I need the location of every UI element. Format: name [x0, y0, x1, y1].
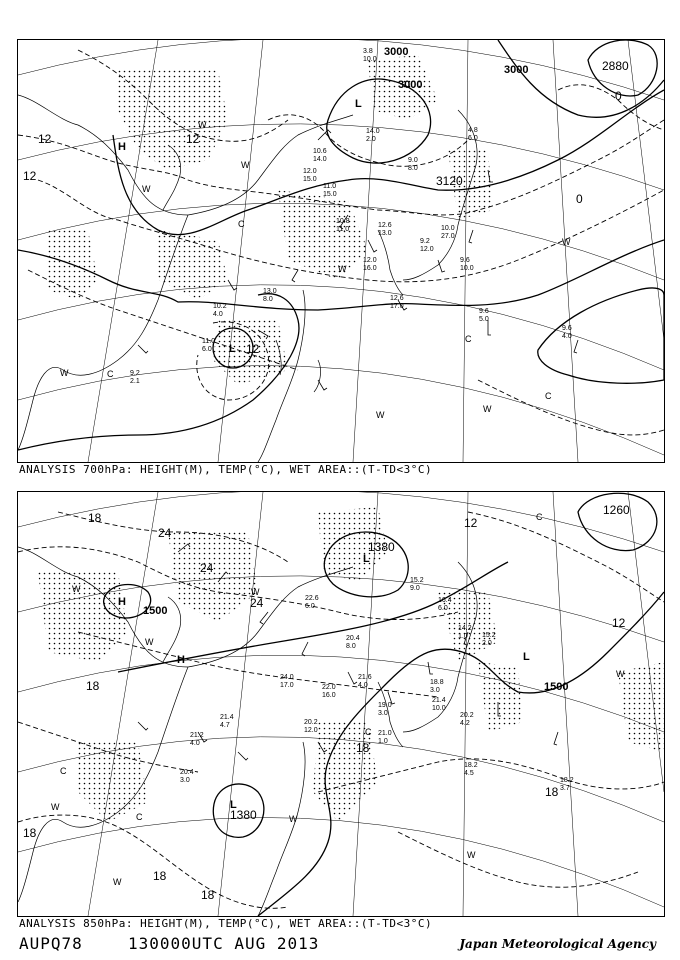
station-td: 3.0 [180, 777, 190, 784]
height-label-3000a: 3000 [384, 46, 409, 58]
warm-symbol-6: W [60, 368, 69, 378]
station-td: 2.0 [366, 136, 376, 143]
station-t: 20.2 [304, 719, 318, 726]
height-label-3000c: 3000 [504, 64, 529, 76]
station-t: 16.4 [438, 597, 452, 604]
station-td: 27.0 [441, 233, 455, 240]
low-symbol-b: L [230, 799, 237, 811]
temp-label-18e: 18 [23, 826, 37, 840]
warm-symbol-3: W [251, 587, 260, 597]
station-td: 5.0 [479, 316, 489, 323]
agency-name: Japan Meteorological Agency [459, 937, 656, 951]
warm-symbol-2: W [241, 160, 250, 170]
warm-symbol-4: W [51, 802, 60, 812]
station-t: 13.0 [263, 288, 277, 295]
temp-label-12c: 12 [186, 132, 200, 146]
station-td: 8.0 [408, 165, 418, 172]
station-t: 19.0 [378, 702, 392, 709]
temp-label-12a: 12 [464, 516, 478, 530]
temp-label-0b: 0 [576, 192, 583, 206]
station-t: 18.2 [560, 777, 574, 784]
cold-symbol-2: C [136, 812, 143, 822]
map-850hpa [18, 492, 664, 916]
station-td: 2.1 [130, 378, 140, 385]
height-label-3000b: 3000 [398, 79, 423, 91]
station-t: 9.6 [479, 308, 489, 315]
station-td: 4.2 [460, 720, 470, 727]
station-td: 17.0 [280, 682, 294, 689]
station-t: 22.0 [322, 684, 336, 691]
cold-symbol-2: C [107, 369, 114, 379]
station-t: 15.2 [482, 632, 496, 639]
chart-850hpa [17, 491, 665, 917]
temp-label-24c: 24 [250, 596, 264, 610]
temp-label-24a: 24 [158, 526, 172, 540]
station-t: 18.2 [464, 762, 478, 769]
warm-symbol-7: W [467, 850, 476, 860]
height-label-3120: 3120 [436, 174, 463, 188]
station-td: 4.0 [562, 333, 572, 340]
warm-symbol-3: W [142, 184, 151, 194]
chart-code: AUPQ78 [19, 934, 83, 953]
temp-label-18b: 18 [86, 679, 100, 693]
height-label-1260: 1260 [603, 503, 630, 517]
high-symbol-a: H [118, 596, 126, 608]
station-td: 6.0 [305, 603, 315, 610]
height-label-1500a: 1500 [143, 605, 168, 617]
station-t: 9.6 [460, 257, 470, 264]
station-td: 10.0 [363, 56, 377, 63]
station-t: 12.0 [363, 257, 377, 264]
warm-symbol-2: W [145, 637, 154, 647]
station-td: 4.0 [213, 311, 223, 318]
station-t: 4.8 [468, 127, 478, 134]
station-td: 10.0 [432, 705, 446, 712]
station-td: 16.0 [322, 692, 336, 699]
station-td: 8.0 [263, 296, 273, 303]
height-label-1380a: 1380 [368, 540, 395, 554]
station-t: 10.2 [213, 303, 227, 310]
cold-symbol-4: C [536, 512, 543, 522]
station-td: 11.0 [336, 226, 350, 233]
low-symbol-c: L [523, 651, 530, 663]
high-symbol: H [118, 141, 126, 153]
warm-symbol-5: W [113, 877, 122, 887]
cold-symbol-3: C [465, 334, 472, 344]
height-label-1500b: 1500 [544, 681, 569, 693]
wet-area [38, 507, 664, 822]
warm-symbol-1: W [198, 120, 207, 130]
warm-symbol-8: W [483, 404, 492, 414]
temp-label-12a: 12 [38, 132, 52, 146]
station-t: 24.0 [280, 674, 294, 681]
station-td: 3.7 [560, 785, 570, 792]
temp-label-24b: 24 [200, 561, 214, 575]
low-symbol-a: L [355, 98, 362, 110]
station-td: 2.0 [482, 640, 492, 647]
temp-label-12b: 12 [612, 616, 626, 630]
caption-700hpa: ANALYSIS 700hPa: HEIGHT(M), TEMP(°C), WET AREA::(T-TD<3°C) [19, 463, 433, 476]
station-t: 10.6 [313, 148, 327, 155]
station-td: 9.0 [410, 585, 420, 592]
warm-symbol-7: W [376, 410, 385, 420]
station-t: 11.0 [323, 183, 337, 190]
station-td: 6.0 [438, 605, 448, 612]
height-label-2880: 2880 [602, 59, 629, 73]
station-td: 13.0 [378, 230, 392, 237]
temp-label-0a: 0 [615, 89, 622, 103]
station-td: 12.0 [304, 727, 318, 734]
station-t: 10.8 [336, 218, 350, 225]
station-t: 9.2 [420, 238, 430, 245]
chart-time: 130000UTC AUG 2013 [128, 934, 320, 953]
height-label-1380b: 1380 [230, 808, 257, 822]
station-t: 14.0 [366, 128, 380, 135]
station-t: 11.0 [202, 338, 216, 345]
station-td: 8.0 [346, 643, 356, 650]
station-td: 1.0 [378, 738, 388, 745]
station-t: 9.6 [562, 325, 572, 332]
station-t: 20.4 [180, 769, 194, 776]
temp-label-12d: 12 [246, 342, 260, 356]
station-t: 21.2 [190, 732, 204, 739]
cold-symbol-1: C [60, 766, 67, 776]
station-td: 16.0 [363, 265, 377, 272]
station-td: 4.0 [190, 740, 200, 747]
station-td: 4.0 [358, 682, 368, 689]
temp-label-12b: 12 [23, 169, 37, 183]
station-t: 9.2 [130, 370, 140, 377]
station-t: 14.2 [458, 625, 472, 632]
low-symbol-b: L [229, 343, 236, 355]
warm-symbol-6: W [289, 814, 298, 824]
high-symbol-b: H [177, 654, 185, 666]
station-t: 22.6 [305, 595, 319, 602]
station-td: 15.0 [303, 176, 317, 183]
station-t: 15.2 [410, 577, 424, 584]
temp-label-18c: 18 [356, 741, 370, 755]
station-t: 12.0 [303, 168, 317, 175]
warm-symbol-5: W [562, 237, 571, 247]
station-td: 6.0 [468, 135, 478, 142]
station-t: 18.8 [430, 679, 444, 686]
temp-label-18g: 18 [201, 888, 215, 902]
chart-700hpa [17, 39, 665, 463]
station-t: 20.4 [346, 635, 360, 642]
station-td: 3.0 [378, 710, 388, 717]
station-td: 6.0 [202, 346, 212, 353]
map-700hpa [18, 40, 664, 462]
warm-symbol-1: W [72, 584, 81, 594]
warm-symbol-8: W [616, 669, 625, 679]
temp-label-18d: 18 [545, 785, 559, 799]
station-t: 21.4 [432, 697, 446, 704]
cold-symbol-1: C [238, 219, 245, 229]
caption-850hpa: ANALYSIS 850hPa: HEIGHT(M), TEMP(°C), WET AREA::(T-TD<3°C) [19, 917, 433, 930]
station-td: 14.0 [313, 156, 327, 163]
station-t: 9.0 [408, 157, 418, 164]
station-t: 10.0 [441, 225, 455, 232]
station-td: 4.7 [220, 722, 230, 729]
station-t: 20.2 [460, 712, 474, 719]
station-td: 12.0 [420, 246, 434, 253]
cold-symbol-4: C [545, 391, 552, 401]
station-td: 3.0 [430, 687, 440, 694]
station-td: 4.5 [464, 770, 474, 777]
warm-symbol-4: W [338, 264, 347, 274]
station-t: 12.6 [378, 222, 392, 229]
temp-label-18a: 18 [88, 511, 102, 525]
station-t: 3.8 [363, 48, 373, 55]
station-t: 21.0 [378, 730, 392, 737]
station-td: 17.0 [390, 303, 404, 310]
cold-symbol-3: C [365, 727, 372, 737]
station-td: 15.0 [323, 191, 337, 198]
station-t: 21.6 [358, 674, 372, 681]
low-symbol-a: L [363, 553, 370, 565]
station-td: 1.0 [458, 633, 468, 640]
station-t: 21.4 [220, 714, 234, 721]
temp-label-18f: 18 [153, 869, 167, 883]
station-td: 10.0 [460, 265, 474, 272]
station-t: 12.6 [390, 295, 404, 302]
